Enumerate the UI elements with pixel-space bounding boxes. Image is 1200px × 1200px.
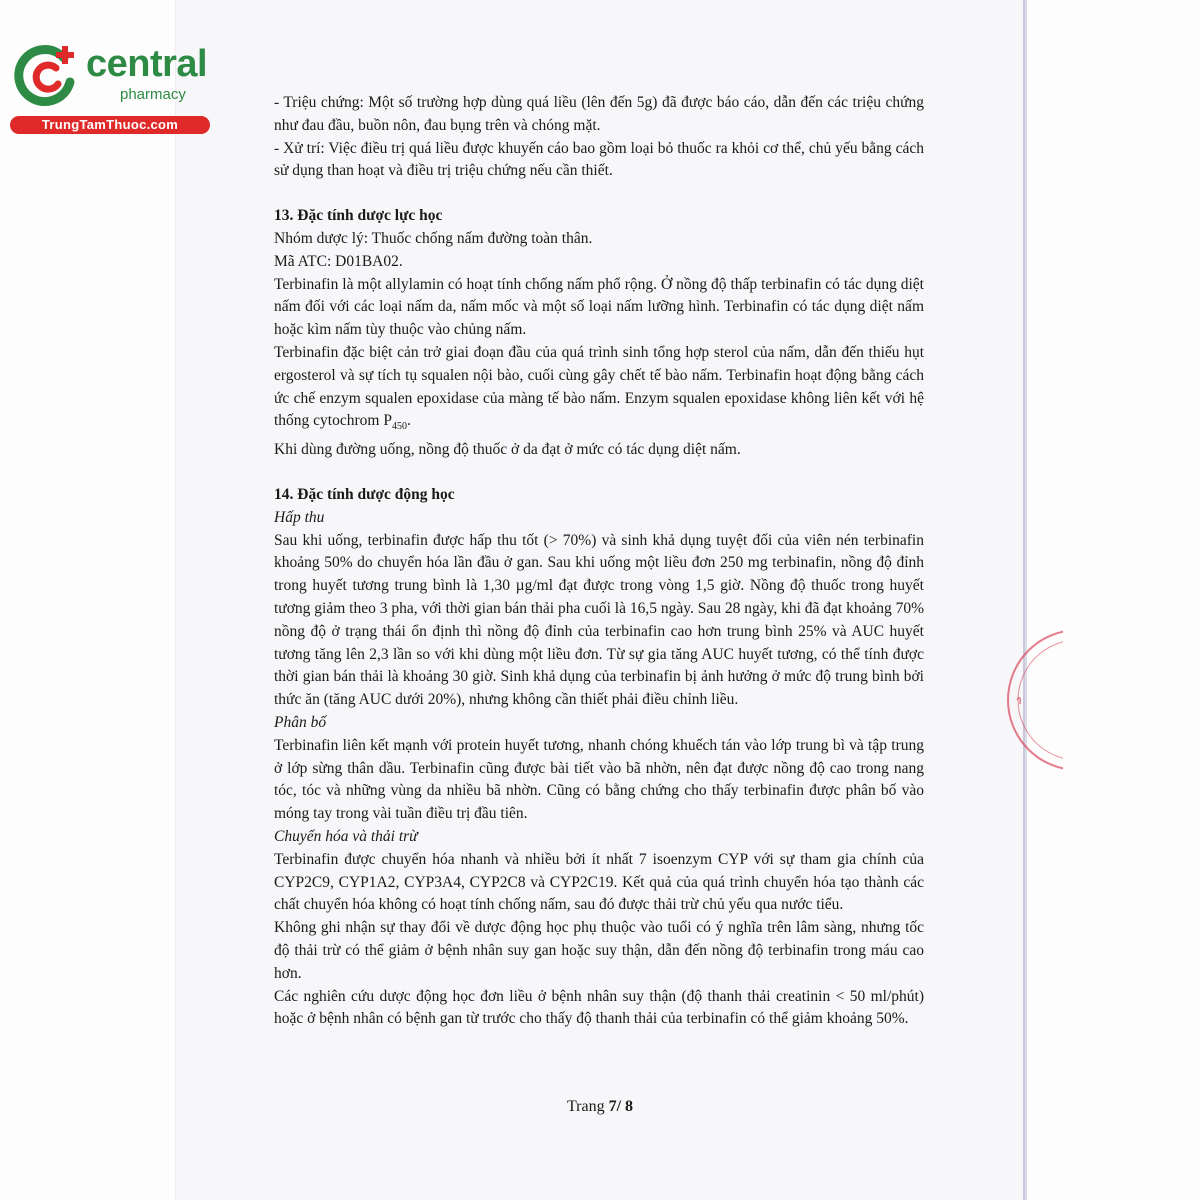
section-13-title: 13. Đặc tính dược lực học <box>274 207 443 225</box>
logo-url-badge[interactable]: TrungTamThuoc.com <box>10 116 210 134</box>
metabolism-paragraph-2: Không ghi nhận sự thay đổi về dược động học phụ thuộc vào tuổi có ý nghĩa trên lâm sàng, nhưng tốc độ thải trừ có thể giảm ở bệnh nhân suy gan hoặc suy thận, dẫn đến nồng độ terbinafin trong máu cao hơn. <box>274 919 924 982</box>
section-14-title: 14. Đặc tính dược động học <box>274 486 455 504</box>
central-pharmacy-logo[interactable] <box>10 36 215 136</box>
p450-subscript: 450 <box>391 421 407 433</box>
metabolism-paragraph-3: Các nghiên cứu dược động học đơn liều ở bệnh nhân suy thận (độ thanh thải creatinin < 50 ml/phút) hoặc ở bệnh nhân có bệnh gan từ trước cho thấy độ thanh thải của terbinafin có thể giảm khoảng 50%. <box>274 987 924 1028</box>
distribution-paragraph: Terbinafin liên kết mạnh với protein huyết tương, nhanh chóng khuếch tán vào lớp trung bì và tập trung ở lớp sừng thân dầu. Terbinafin cũng được bài tiết vào bã nhờn, nên đạt được nồng độ cao trong nang tóc, tóc và những vùng da nhiều bã nhờn. Cũng có bằng chứng cho thấy terbinafin được phân bố vào móng tay trong vài tuần điều trị đầu tiên. <box>274 736 924 823</box>
atc-code: Mã ATC: D01BA02. <box>274 252 403 270</box>
section-13-paragraph-2-text: Terbinafin đặc biệt cản trở giai đoạn đầu của quá trình sinh tổng hợp sterol của nấm, dẫn đến thiếu hụt ergosterol và sự tích tụ squalen nội bào, cuối cùng gây chết tế bào nấm. Terbinafin hoạt động bằng cách ức chế enzym squalen epoxidase của màng tế bào nấm. Enzym squalen epoxidase không liên kết với hệ thống cytochrom P <box>274 343 924 430</box>
spacer <box>274 462 924 484</box>
pharmacological-group: Nhóm dược lý: Thuốc chống nấm đường toàn thân. <box>274 229 593 247</box>
page-number <box>0 1098 1200 1116</box>
section-13-paragraph-2 <box>274 342 924 439</box>
logo-brand-text: central <box>86 43 208 85</box>
metabolism-paragraph-1: Terbinafin được chuyển hóa nhanh và nhiều bởi ít nhất 7 isoenzym CYP với sự tham gia chính của CYP2C9, CYP1A2, CYP3A4, CYP2C8 và CYP2C19. Kết quả của quá trình chuyển hóa tạo thành các chất chuyển hóa không có hoạt tính chống nấm, sau đó được thải trừ chủ yếu qua nước tiểu. <box>274 850 924 914</box>
overdose-treatment: - Xử trí: Việc điều trị quá liều được khuyến cáo bao gồm loại bỏ thuốc ra khỏi cơ thể, chủ yếu bằng cách sử dụng than hoạt và điều trị triệu chứng nếu cần thiết. <box>274 139 924 180</box>
distribution-subtitle: Phân bố <box>274 714 327 732</box>
document-body <box>274 92 924 1031</box>
overdose-symptoms: - Triệu chứng: Một số trường hợp dùng quá liều (lên đến 5g) đã được báo cáo, dẫn đến các triệu chứng như đau đầu, buồn nôn, đau bụng trên và chóng mặt. <box>274 94 924 134</box>
page-label: Trang <box>566 1098 605 1115</box>
sheet-edge <box>1023 0 1025 1200</box>
page-count: 7/ 8 <box>608 1098 634 1115</box>
section-13-paragraph-1: Terbinafin là một allylamin có hoạt tính chống nấm phổ rộng. Ở nồng độ thấp terbinafin có tác dụng diệt nấm đối với các loại nấm da, nấm mốc và một số loại nấm lưỡng hình. Terbinafin có tác dụng diệt nấm hoặc kìm nấm tùy thuộc vào chủng nấm. <box>274 275 924 339</box>
absorption-paragraph: Sau khi uống, terbinafin được hấp thu tốt (> 70%) và sinh khả dụng tuyệt đối của viên nén terbinafin khoảng 50% do chuyển hóa lần đầu ở gan. Sau khi uống một liều đơn 250 mg terbinafin, nồng độ đỉnh trong huyết tương trung bình là 1,30 µg/ml đạt được trong vòng 1,5 giờ. Nồng độ thuốc trong huyết tương giảm theo 3 pha, với thời gian bán thải pha cuối là 16,5 ngày. Sau 28 ngày, khi đã đạt khoảng 70% nồng độ ở trạng thái ổn định thì nồng độ đỉnh của terbinafin cao hơn trung bình 25% và AUC huyết tương tăng lên 2,3 lần so với khi dùng một liều đơn. Từ sự gia tăng AUC huyết tương, có thể tính được thời gian bán thải là khoảng 30 giờ. Sinh khả dụng của terbinafin bị ảnh hưởng ở mức độ trung bình bởi thức ăn (tăng AUC dưới 20%), nhưng không cần thiết phải điều chỉnh liều. <box>274 531 924 709</box>
logo-sub-text: pharmacy <box>120 86 186 103</box>
section-13-paragraph-3: Khi dùng đường uống, nồng độ thuốc ở da đạt ở mức có tác dụng diệt nấm. <box>274 441 741 459</box>
absorption-subtitle: Hấp thu <box>274 508 325 526</box>
pharmacy-cross-logo-icon <box>12 40 82 110</box>
spacer <box>274 183 924 205</box>
metabolism-subtitle: Chuyển hóa và thải trừ <box>274 828 418 845</box>
red-stamp-fragment-icon <box>1003 620 1063 780</box>
section-13-paragraph-2-end: . <box>406 412 411 430</box>
